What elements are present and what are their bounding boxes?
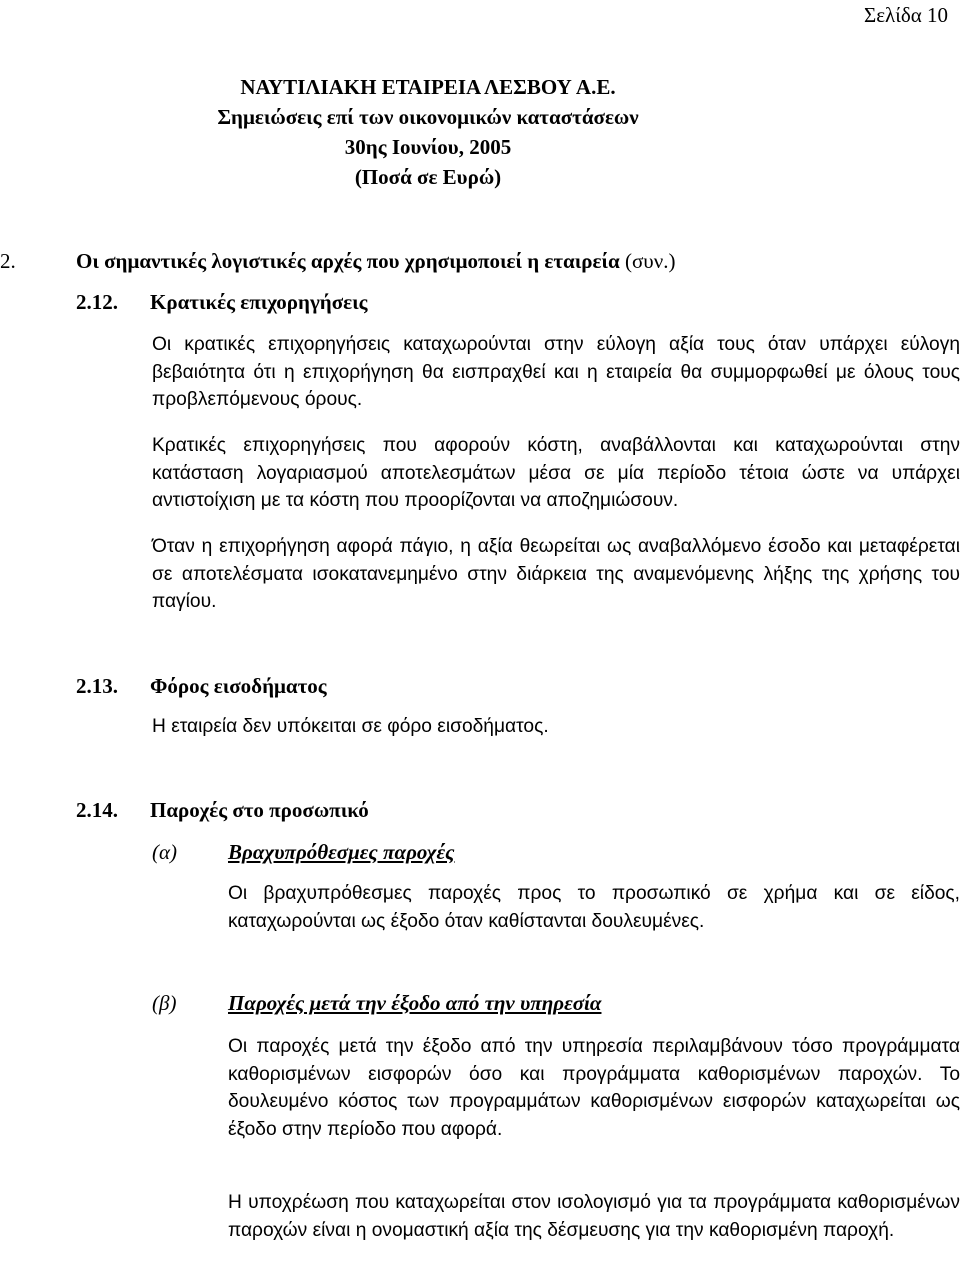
header-subtitle: Σημειώσεις επί των οικονομικών καταστάσεων: [217, 105, 639, 129]
document-header: [0, 72, 960, 192]
section-title-suffix: (συν.): [619, 249, 676, 273]
subsection-number: 2.12.: [76, 290, 118, 314]
subsection-number: 2.13.: [76, 674, 118, 698]
section-title: [76, 246, 675, 276]
header-currency: (Ποσά σε Ευρώ): [354, 165, 502, 189]
subsection-title: Κρατικές επιχορηγήσεις: [150, 290, 368, 314]
section-number: 2.: [0, 249, 16, 273]
header-date: 30ης Ιουνίου, 2005: [344, 135, 512, 159]
item-title-a: Βραχυπρόθεσμες παροχές: [228, 840, 455, 864]
page-number: Σελίδα 10: [863, 3, 948, 27]
paragraph-post-employment-1: Οι παροχές μετά την έξοδο από την υπηρεσία περιλαμβάνουν τόσο προγράμματα καθορισμένων εισφορών όσο και προγράμματα καθορισμένων παροχών. Το δουλευμένο κόστος των προγραμμάτων καθορισμένων εισφορών καταχωρείται ως έξοδο στην περίοδο που αφορά.: [228, 1036, 960, 1140]
item-label-a: (α): [152, 840, 178, 864]
subsection-title: Φόρος εισοδήματος: [150, 674, 327, 698]
company-name: ΝΑΥΤΙΛΙΑΚΗ ΕΤΑΙΡΕΙΑ ΛΕΣΒΟΥ Α.Ε.: [240, 75, 616, 99]
subsection-number: 2.14.: [76, 798, 118, 822]
item-title-b: Παροχές μετά την έξοδο από την υπηρεσία: [228, 991, 602, 1015]
paragraph-grants-1: Οι κρατικές επιχορηγήσεις καταχωρούνται στην εύλογη αξία τους όταν υπάρχει εύλογη βεβαιότητα ότι η επιχορήγηση θα εισπραχθεί και η εταιρεία θα συμμορφωθεί με όλους τους προβλεπόμενους όρους.: [152, 334, 960, 411]
subsection-title: Παροχές στο προσωπικό: [150, 798, 369, 822]
paragraph-post-employment-2: Η υποχρέωση που καταχωρείται στον ισολογισμό για τα προγράμματα καθορισμένων παροχών είναι η ονομαστική αξία της δέσμευσης για την καθορισμένη παροχή.: [228, 1192, 960, 1241]
paragraph-grants-3: Όταν η επιχορήγηση αφορά πάγιο, η αξία θεωρείται ως αναβαλλόμενο έσοδο και μεταφέρεται σε αποτελέσματα ισοκατανεμημένο στην διάρκεια της αναμενόμενης λήξης της χρήσης του παγίου.: [152, 536, 960, 613]
item-label-b: (β): [152, 991, 177, 1015]
paragraph-grants-2: Κρατικές επιχορηγήσεις που αφορούν κόστη, αναβάλλονται και καταχωρούνται στην κατάσταση λογαριασμού αποτελεσμάτων μέσα σε μία περίοδο τέτοια ώστε να υπάρχει αντιστοίχιση με τα κόστη που προορίζονται να αποζημιώσουν.: [152, 435, 960, 512]
section-title-bold: Οι σημαντικές λογιστικές αρχές που χρησιμοποιεί η εταιρεία: [76, 249, 620, 273]
paragraph-short-term-benefits: Οι βραχυπρόθεσμες παροχές προς το προσωπικό σε χρήμα και σε είδος, καταχωρούνται ως έξοδο όταν καθίστανται δουλευμένες.: [228, 883, 960, 932]
paragraph-income-tax: Η εταιρεία δεν υπόκειται σε φόρο εισοδήματος.: [152, 716, 549, 737]
